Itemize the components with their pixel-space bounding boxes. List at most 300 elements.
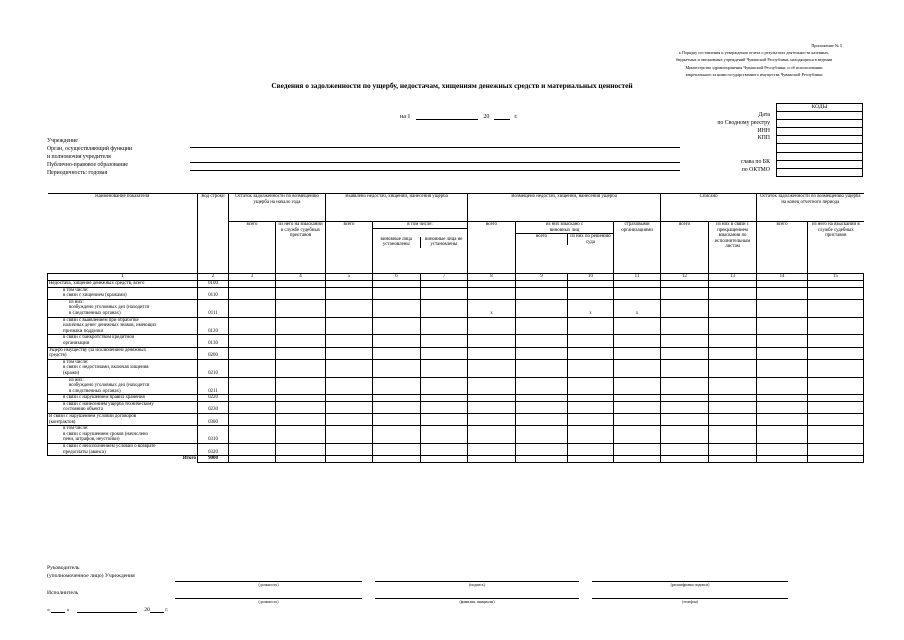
value-cell[interactable]	[808, 426, 864, 444]
value-cell[interactable]	[326, 281, 373, 288]
header-culprits-not-established: виновные лица не установлены	[425, 236, 463, 248]
value-cell[interactable]	[808, 395, 864, 402]
column-number: 13	[709, 274, 757, 281]
column-number: 6	[373, 274, 421, 281]
value-cell[interactable]	[614, 401, 661, 413]
value-cell[interactable]	[229, 395, 276, 402]
value-cell[interactable]	[326, 377, 373, 395]
header-of-which-collection: из него на взыскании в службе судебных приставов	[811, 222, 860, 239]
code-label-oktmo: по ОКТМО	[741, 166, 770, 173]
value-cell[interactable]	[568, 414, 614, 426]
value-cell[interactable]	[709, 444, 757, 456]
value-cell[interactable]	[661, 281, 709, 288]
code-oktmo-cell[interactable]	[777, 168, 863, 176]
value-cell[interactable]	[614, 414, 661, 426]
header-total: всего	[661, 222, 709, 274]
total-value-cell[interactable]	[568, 456, 614, 463]
value-cell[interactable]	[568, 335, 614, 347]
label-institution: Учреждение	[47, 138, 78, 144]
value-cell[interactable]	[757, 359, 808, 377]
total-value-cell[interactable]	[661, 456, 709, 463]
value-cell[interactable]	[516, 401, 568, 413]
year-suffix: г.	[514, 114, 518, 120]
value-cell[interactable]	[276, 395, 326, 402]
table-body	[48, 281, 864, 463]
x-mark: x	[614, 299, 661, 317]
value-cell[interactable]	[568, 377, 614, 395]
total-value-cell[interactable]	[373, 456, 421, 463]
value-cell[interactable]	[614, 335, 661, 347]
value-cell[interactable]	[516, 377, 568, 395]
total-value-cell[interactable]	[757, 456, 808, 463]
value-cell[interactable]	[326, 401, 373, 413]
total-value-cell[interactable]	[276, 456, 326, 463]
value-cell[interactable]	[614, 317, 661, 335]
value-cell[interactable]	[373, 347, 421, 359]
header-from-culprits-group	[516, 222, 614, 274]
value-cell[interactable]	[276, 401, 326, 413]
code-label-bk: глава по БК	[741, 158, 770, 165]
value-cell[interactable]	[229, 299, 276, 317]
label-founder-body-2: и полномочия учредителя	[47, 153, 111, 160]
value-cell[interactable]	[709, 426, 757, 444]
sign-month-field[interactable]	[77, 606, 137, 613]
date-prefix: на 1	[400, 114, 411, 120]
value-cell[interactable]	[709, 377, 757, 395]
value-cell[interactable]	[468, 347, 516, 359]
code-empty-cell[interactable]	[777, 152, 863, 160]
value-cell[interactable]	[757, 377, 808, 395]
table-row	[48, 359, 864, 377]
value-cell[interactable]	[661, 426, 709, 444]
row-code: 0120	[198, 317, 229, 335]
table-row	[48, 401, 864, 413]
row-label: Ущерб имуществу (за исключением денежных средств)	[48, 347, 198, 359]
value-cell[interactable]	[614, 377, 661, 395]
value-cell[interactable]	[229, 347, 276, 359]
value-cell[interactable]	[229, 377, 276, 395]
value-cell[interactable]	[468, 401, 516, 413]
value-cell[interactable]	[757, 395, 808, 402]
value-cell[interactable]	[757, 426, 808, 444]
sign-day-field[interactable]	[51, 606, 65, 613]
value-cell[interactable]	[468, 426, 516, 444]
executor-position-field[interactable]	[175, 598, 362, 599]
total-value-cell[interactable]	[421, 456, 468, 463]
value-cell[interactable]	[373, 299, 421, 317]
value-cell[interactable]	[468, 444, 516, 456]
value-cell[interactable]	[516, 299, 568, 317]
value-cell[interactable]	[229, 426, 276, 444]
value-cell[interactable]	[421, 395, 468, 402]
header-identified: Выявлено недостач, хищений, нанесения ущерба	[326, 194, 468, 222]
value-cell[interactable]	[326, 335, 373, 347]
value-cell[interactable]	[373, 426, 421, 444]
document-title: Сведения о задолженности по ущербу, недостачам, хищениям денежных средств и материальных ценностей	[271, 81, 633, 90]
header-total: всего	[757, 222, 808, 274]
value-cell[interactable]	[421, 414, 468, 426]
value-cell[interactable]	[229, 335, 276, 347]
value-cell[interactable]	[568, 347, 614, 359]
value-cell[interactable]	[276, 377, 326, 395]
value-cell[interactable]	[757, 335, 808, 347]
value-cell[interactable]	[516, 444, 568, 456]
value-cell[interactable]	[276, 347, 326, 359]
header-of-which-collection: из него на взыскании в службе судебных приставов	[276, 222, 326, 274]
value-cell[interactable]	[808, 414, 864, 426]
value-cell[interactable]	[421, 359, 468, 377]
year-field[interactable]	[494, 113, 510, 120]
value-cell[interactable]	[468, 317, 516, 335]
header-end-balance: Остаток задолженности по возмещению ущерба на конец отчетного периода	[757, 194, 864, 222]
value-cell[interactable]	[808, 359, 864, 377]
value-cell[interactable]	[757, 401, 808, 413]
value-cell[interactable]	[568, 287, 614, 299]
total-code: 9000	[198, 456, 229, 463]
value-cell[interactable]	[568, 401, 614, 413]
head-name-field[interactable]	[592, 581, 788, 582]
signature-date	[47, 606, 168, 613]
value-cell[interactable]	[276, 317, 326, 335]
value-cell[interactable]	[229, 414, 276, 426]
row-label: в том числе: в связи с хищением (кражами)	[48, 287, 198, 299]
header-reimbursed: Возмещено недостач, хищений, нанесения ущерба	[468, 194, 661, 222]
value-cell[interactable]	[276, 335, 326, 347]
value-cell[interactable]	[229, 444, 276, 456]
value-cell[interactable]	[229, 317, 276, 335]
debt-table	[47, 193, 864, 463]
value-cell[interactable]	[614, 281, 661, 288]
value-cell[interactable]	[808, 335, 864, 347]
value-cell[interactable]	[709, 299, 757, 317]
value-cell[interactable]	[468, 281, 516, 288]
year-prefix: 20	[483, 114, 490, 120]
value-cell[interactable]	[326, 444, 373, 456]
x-mark: x	[468, 299, 516, 317]
header-total: всего	[326, 222, 373, 274]
value-cell[interactable]	[808, 299, 864, 317]
table-row	[48, 281, 864, 288]
value-cell[interactable]	[709, 287, 757, 299]
value-cell[interactable]	[568, 395, 614, 402]
value-cell[interactable]	[709, 347, 757, 359]
column-number: 12	[661, 274, 709, 281]
value-cell[interactable]	[709, 401, 757, 413]
founder-field[interactable]	[190, 162, 680, 163]
row-code: 0320	[198, 444, 229, 456]
value-cell[interactable]	[614, 347, 661, 359]
value-cell[interactable]	[229, 359, 276, 377]
value-cell[interactable]	[229, 281, 276, 288]
row-code: 0300	[198, 414, 229, 426]
row-label: в связи с нанесением ущерба техническому состоянию объекта	[48, 401, 198, 413]
value-cell[interactable]	[808, 377, 864, 395]
code-label-inn: ИНН	[757, 127, 770, 134]
header-including: в том числе:	[373, 222, 467, 229]
value-cell[interactable]	[326, 347, 373, 359]
value-cell[interactable]	[757, 281, 808, 288]
value-cell[interactable]	[229, 401, 276, 413]
value-cell[interactable]	[757, 287, 808, 299]
value-cell[interactable]	[421, 317, 468, 335]
signature-head-label: Руководитель (уполномоченное лицо) Учреждения	[47, 565, 135, 579]
codes-table	[776, 103, 863, 177]
appendix-line: закрепленного за ними государственного имущества Чувашской Республики	[685, 71, 823, 77]
value-cell[interactable]	[468, 414, 516, 426]
header-written-off: Списано	[661, 194, 757, 222]
value-cell[interactable]	[661, 401, 709, 413]
value-cell[interactable]	[757, 444, 808, 456]
table-row	[48, 299, 864, 317]
value-cell[interactable]	[661, 444, 709, 456]
signature-executor-label: Исполнитель	[47, 590, 79, 596]
column-number: 2	[198, 274, 229, 281]
value-cell[interactable]	[326, 426, 373, 444]
value-cell[interactable]	[661, 395, 709, 402]
value-cell[interactable]	[421, 377, 468, 395]
value-cell[interactable]	[614, 395, 661, 402]
header-total: всего	[468, 222, 516, 274]
total-value-cell[interactable]	[326, 456, 373, 463]
value-cell[interactable]	[421, 287, 468, 299]
table-row	[48, 335, 864, 347]
header-name: Наименование показателя	[48, 194, 198, 274]
value-cell[interactable]	[468, 395, 516, 402]
row-code: 0211	[198, 377, 229, 395]
value-cell[interactable]	[229, 287, 276, 299]
sub-name: (фамилия, инициалы)	[459, 600, 495, 604]
value-cell[interactable]	[568, 317, 614, 335]
total-value-cell[interactable]	[516, 456, 568, 463]
label-periodicity: Периодичность: годовая	[47, 169, 108, 176]
value-cell[interactable]	[808, 281, 864, 288]
value-cell[interactable]	[614, 287, 661, 299]
header-termination: из них в связи с прекращением взыскания по исполнительным листам	[709, 222, 757, 274]
value-cell[interactable]	[276, 426, 326, 444]
value-cell[interactable]	[326, 317, 373, 335]
value-cell[interactable]	[516, 287, 568, 299]
column-number: 11	[614, 274, 661, 281]
value-cell[interactable]	[808, 444, 864, 456]
value-cell[interactable]	[568, 444, 614, 456]
value-cell[interactable]	[661, 347, 709, 359]
row-label: в связи с неисполнением условий о возврате предоплаты (аванса)	[48, 444, 198, 456]
code-date-cell[interactable]	[777, 112, 863, 120]
value-cell[interactable]	[421, 401, 468, 413]
label-founder-body: Орган, осуществляющий функции	[47, 145, 133, 152]
code-bk-cell[interactable]	[777, 160, 863, 168]
value-cell[interactable]	[373, 377, 421, 395]
value-cell[interactable]	[568, 281, 614, 288]
value-cell[interactable]	[373, 281, 421, 288]
table-row	[48, 287, 864, 299]
value-cell[interactable]	[421, 335, 468, 347]
row-label: из них: возбуждено уголовных дел (находится в следственных органах)	[48, 299, 198, 317]
label-public-entity: Публично-правовое образование	[47, 161, 128, 168]
row-code: 0230	[198, 401, 229, 413]
value-cell[interactable]	[326, 359, 373, 377]
code-label-date: Дата	[758, 112, 770, 118]
value-cell[interactable]	[516, 347, 568, 359]
value-cell[interactable]	[276, 359, 326, 377]
value-cell[interactable]	[468, 287, 516, 299]
value-cell[interactable]	[614, 359, 661, 377]
row-label: в том числе: в связи с недостачами, включая хищения (кражи)	[48, 359, 198, 377]
value-cell[interactable]	[468, 377, 516, 395]
row-label: в том числе: в связи с нарушением сроков (начислено пени, штрафов, неустойки)	[48, 426, 198, 444]
value-cell[interactable]	[421, 444, 468, 456]
code-label-kpp: КПП	[757, 135, 770, 142]
row-label: в связи с выявлением при обработке наличных денег денежных знаков, имеющих признаки подделки	[48, 317, 198, 335]
value-cell[interactable]	[757, 299, 808, 317]
value-cell[interactable]	[614, 426, 661, 444]
value-cell[interactable]	[421, 426, 468, 444]
date-open-quote: «	[47, 607, 50, 613]
header-start-balance: Остаток задолженности по возмещению ущерба на начало года	[229, 194, 326, 222]
value-cell[interactable]	[468, 359, 516, 377]
date-field[interactable]	[416, 113, 478, 120]
column-number: 14	[757, 274, 808, 281]
value-cell[interactable]	[373, 444, 421, 456]
table-row	[48, 377, 864, 395]
value-cell[interactable]	[709, 359, 757, 377]
value-cell[interactable]	[421, 299, 468, 317]
value-cell[interactable]	[516, 395, 568, 402]
total-value-cell[interactable]	[709, 456, 757, 463]
value-cell[interactable]	[808, 401, 864, 413]
value-cell[interactable]	[614, 444, 661, 456]
value-cell[interactable]	[709, 335, 757, 347]
appendix-line: Министерства здравоохранения Чувашской Республики, и об использовании	[685, 64, 823, 70]
value-cell[interactable]	[516, 281, 568, 288]
value-cell[interactable]	[709, 395, 757, 402]
table-row	[48, 414, 864, 426]
value-cell[interactable]	[661, 359, 709, 377]
row-label: из них: возбуждено уголовных дел (находится в следственных органах)	[48, 377, 198, 395]
value-cell[interactable]	[568, 426, 614, 444]
sign-year-field[interactable]	[150, 606, 164, 613]
value-cell[interactable]	[326, 395, 373, 402]
value-cell[interactable]	[757, 347, 808, 359]
value-cell[interactable]	[373, 335, 421, 347]
value-cell[interactable]	[661, 299, 709, 317]
total-value-cell[interactable]	[468, 456, 516, 463]
value-cell[interactable]	[757, 414, 808, 426]
value-cell[interactable]	[326, 287, 373, 299]
table-row	[48, 426, 864, 444]
value-cell[interactable]	[421, 347, 468, 359]
codes-labels	[640, 112, 770, 174]
value-cell[interactable]	[276, 414, 326, 426]
value-cell[interactable]	[661, 287, 709, 299]
row-label: в связи с банкротством кредитной организации	[48, 335, 198, 347]
value-cell[interactable]	[373, 414, 421, 426]
executor-name-field[interactable]	[375, 598, 579, 599]
value-cell[interactable]	[661, 377, 709, 395]
value-cell[interactable]	[516, 426, 568, 444]
value-cell[interactable]	[516, 414, 568, 426]
value-cell[interactable]	[808, 317, 864, 335]
column-number: 1	[48, 274, 198, 281]
value-cell[interactable]	[326, 299, 373, 317]
sub-phone: (телефон)	[682, 600, 698, 604]
row-label: В связи с нарушением условий договоров (контрактов)	[48, 414, 198, 426]
total-value-cell[interactable]	[808, 456, 864, 463]
sub-signature: (подпись)	[469, 583, 485, 587]
public-entity-field[interactable]	[190, 170, 680, 171]
column-number: 7	[421, 274, 468, 281]
header-total: всего	[516, 234, 568, 245]
sub-position: (должность)	[258, 600, 279, 604]
value-cell[interactable]	[373, 395, 421, 402]
row-code: 0100	[198, 281, 229, 288]
column-number: 10	[568, 274, 614, 281]
sub-position: (должность)	[258, 583, 279, 587]
row-code: 0210	[198, 359, 229, 377]
row-label: Недостача, хищение денежных средств, всего	[48, 281, 198, 288]
value-cell[interactable]	[709, 281, 757, 288]
value-cell[interactable]	[276, 444, 326, 456]
value-cell[interactable]	[661, 317, 709, 335]
row-code: 0220	[198, 395, 229, 402]
header-including-group	[373, 222, 468, 274]
institution-field[interactable]	[190, 147, 680, 148]
value-cell[interactable]	[808, 287, 864, 299]
value-cell[interactable]	[326, 414, 373, 426]
value-cell[interactable]	[568, 359, 614, 377]
total-value-cell[interactable]	[614, 456, 661, 463]
value-cell[interactable]	[373, 401, 421, 413]
appendix-header	[644, 42, 864, 78]
value-cell[interactable]	[276, 281, 326, 288]
executor-phone-field[interactable]	[592, 598, 788, 599]
value-cell[interactable]	[757, 317, 808, 335]
value-cell[interactable]	[808, 347, 864, 359]
value-cell[interactable]	[276, 299, 326, 317]
value-cell[interactable]	[373, 359, 421, 377]
value-cell[interactable]	[661, 335, 709, 347]
value-cell[interactable]	[709, 317, 757, 335]
value-cell[interactable]	[516, 359, 568, 377]
head-position-field[interactable]	[175, 581, 362, 582]
code-registry-cell[interactable]	[777, 120, 863, 128]
value-cell[interactable]	[373, 317, 421, 335]
value-cell[interactable]	[516, 317, 568, 335]
header-from-culprits: из них взыскано с виновных лиц	[516, 222, 613, 234]
column-number: 15	[808, 274, 864, 281]
table-row	[48, 347, 864, 359]
head-signature-field[interactable]	[375, 581, 579, 582]
value-cell[interactable]	[276, 287, 326, 299]
row-code: 0200	[198, 347, 229, 359]
value-cell[interactable]	[468, 335, 516, 347]
value-cell[interactable]	[661, 414, 709, 426]
code-empty-cell[interactable]	[777, 144, 863, 152]
table-row	[48, 317, 864, 335]
appendix-line: к Порядку составления и утверждения отчета о результатах деятельности казенных,	[678, 50, 830, 56]
code-inn-cell[interactable]	[777, 128, 863, 136]
value-cell[interactable]	[709, 414, 757, 426]
value-cell[interactable]	[516, 335, 568, 347]
header-insurance: страховыми организациями	[614, 222, 661, 274]
column-number: 9	[516, 274, 568, 281]
value-cell[interactable]	[373, 287, 421, 299]
total-value-cell[interactable]	[229, 456, 276, 463]
value-cell[interactable]	[421, 281, 468, 288]
column-number: 4	[276, 274, 326, 281]
code-kpp-cell[interactable]	[777, 136, 863, 144]
sign-year-suffix: г.	[165, 607, 169, 613]
